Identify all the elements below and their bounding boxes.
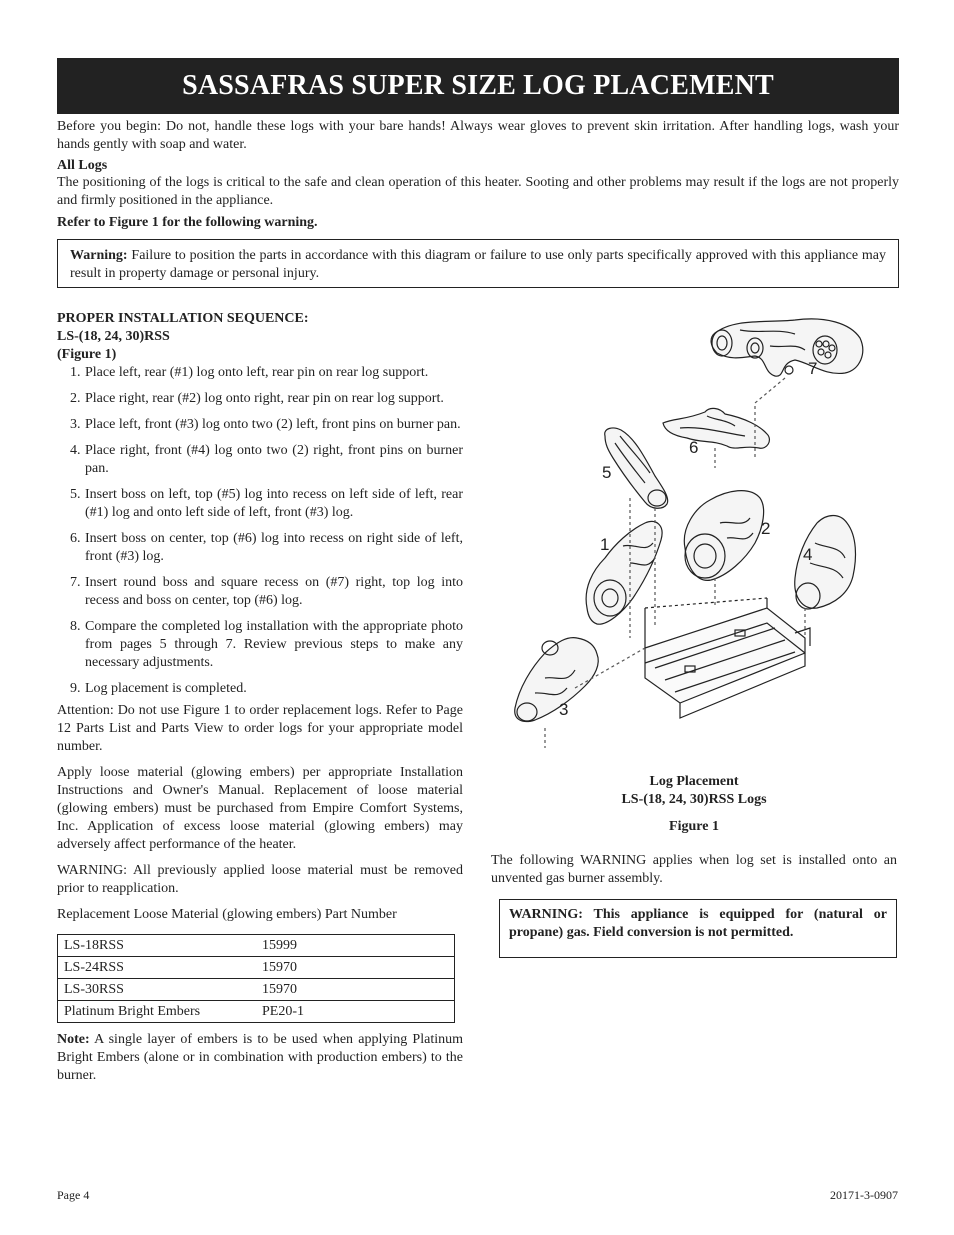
step-item [57,680,463,698]
step-text: Place left, rear (#1) log onto left, rear pin on rear log support. [85,365,429,380]
page-number: Page 4 [57,1188,90,1202]
step-text: Insert boss on center, top (#6) log into recess on right side of left, front (#3) log. [85,531,463,564]
step-item [57,574,463,610]
step-number: 4. [70,443,81,458]
note-label: Note: [57,1032,90,1047]
step-item [57,364,463,382]
part-number-cell: 15999 [256,935,455,957]
step-number: 7. [70,575,81,590]
figure-label-6: 6 [689,438,699,457]
attention-text: Attention: Do not use Figure 1 to order replacement logs. Refer to Page 12 Parts List and Parts View to order logs for your appropriate model number. [57,703,463,754]
table-row [58,935,455,957]
gas-warning-box [499,899,897,958]
unvented-note: The following WARNING applies when log set is installed onto an unvented gas burner assembly. [491,853,897,886]
note [57,1031,463,1085]
note-text: A single layer of embers is to be used when applying Platinum Bright Embers (alone or in combination with production embers) to the burner. [57,1032,463,1083]
sequence-model: LS-(18, 24, 30)RSS [57,329,170,344]
step-item [57,390,463,408]
step-item [57,530,463,566]
step-number: 5. [70,487,81,502]
warning-label: Warning: [70,248,128,263]
step-text: Place left, front (#3) log onto two (2) left, front pins on burner pan. [85,417,461,432]
step-item [57,486,463,522]
burner-assembly-drawing [645,598,810,718]
step-text: Place right, front (#4) log onto two (2) right, front pins on burner pan. [85,443,463,476]
model-cell: Platinum Bright Embers [58,1001,257,1023]
step-item [57,442,463,478]
log-placement-figure [505,308,870,748]
step-number: 6. [70,531,81,546]
figure-label-2: 2 [761,519,771,538]
page-title: SASSAFRAS SUPER SIZE LOG PLACEMENT [182,70,774,101]
intro-text: Before you begin: Do not, handle these logs with your bare hands! Always wear gloves to prevent skin irritation. After handling logs, wash your hands gently with soap and water. [57,119,899,152]
part-number-cell: PE20-1 [256,1001,455,1023]
warning-box [57,239,899,288]
sequence-figure-ref: (Figure 1) [57,347,117,362]
step-number: 3. [70,417,81,432]
figure-label: Figure 1 [669,819,719,834]
model-cell: LS-18RSS [58,935,257,957]
refer-note: Refer to Figure 1 for the following warning. [57,215,318,230]
doc-number: 20171-3-0907 [830,1188,898,1202]
step-number: 2. [70,391,81,406]
model-cell: LS-30RSS [58,979,257,1001]
page-title-bar [57,58,899,114]
all-logs-text: The positioning of the logs is critical to the safe and clean operation of this heater. Sooting and other problems may result if the logs are not properly and firmly positioned in the appliance. [57,175,899,208]
step-item [57,416,463,434]
gas-warning-text: WARNING: This appliance is equipped for (natural or propane) gas. Field conversion is not permitted. [509,907,887,940]
steps-list [57,364,463,698]
step-text: Place right, rear (#2) log onto right, rear pin on rear log support. [85,391,444,406]
all-logs-heading: All Logs [57,158,108,173]
figure-label-3: 3 [559,700,569,719]
step-text: Compare the completed log installation with the appropriate photo from pages 5 through 7. Review previous steps to make any necessary adjustments. [85,619,463,670]
table-title: Replacement Loose Material (glowing embers) Part Number [57,907,397,922]
step-text: Insert boss on left, top (#5) log into recess on left side of left, rear (#1) log and onto left side of left, front (#3) log. [85,487,463,520]
step-number: 9. [70,681,81,696]
step-text: Insert round boss and square recess on (#7) right, top log into recess and boss on center, top (#6) log. [85,575,463,608]
figure-caption [490,773,898,836]
part-number-cell: 15970 [256,979,455,1001]
figure-label-1: 1 [600,535,610,554]
step-number: 1. [70,365,81,380]
table-row [58,979,455,1001]
step-number: 8. [70,619,81,634]
figure-caption-line1: Log Placement [649,774,739,789]
log-2-drawing [684,491,763,581]
figure-label-7: 7 [808,359,818,378]
log-1-drawing [586,522,662,625]
left-column [57,310,463,1085]
table-row [58,957,455,979]
log-7-drawing [711,319,863,376]
warning-text: Failure to position the parts in accordance with this diagram or failure to use only parts specifically approved with this appliance may result in property damage or personal injury. [70,248,886,281]
part-number-cell: 15970 [256,957,455,979]
figure-label-4: 4 [803,545,813,564]
embers-warning: WARNING: All previously applied loose material must be removed prior to reapplication. [57,863,463,896]
log-5-drawing [605,428,668,508]
parts-table [57,934,455,1023]
log-6-drawing [663,408,769,448]
model-cell: LS-24RSS [58,957,257,979]
figure-label-5: 5 [602,463,612,482]
step-text: Log placement is completed. [85,681,247,696]
embers-text: Apply loose material (glowing embers) per appropriate Installation Instructions and Owner's Manual. Replacement of loose material (glowing embers) must be purchased from Empire Comfort Systems, Inc. Application of excess loose material (glowing embers) may adversely affect performance of the heater. [57,765,463,852]
log-3-drawing [515,638,599,722]
figure-caption-line2: LS-(18, 24, 30)RSS Logs [621,792,767,807]
sequence-heading: PROPER INSTALLATION SEQUENCE: [57,311,309,326]
table-row [58,1001,455,1023]
step-item [57,618,463,672]
